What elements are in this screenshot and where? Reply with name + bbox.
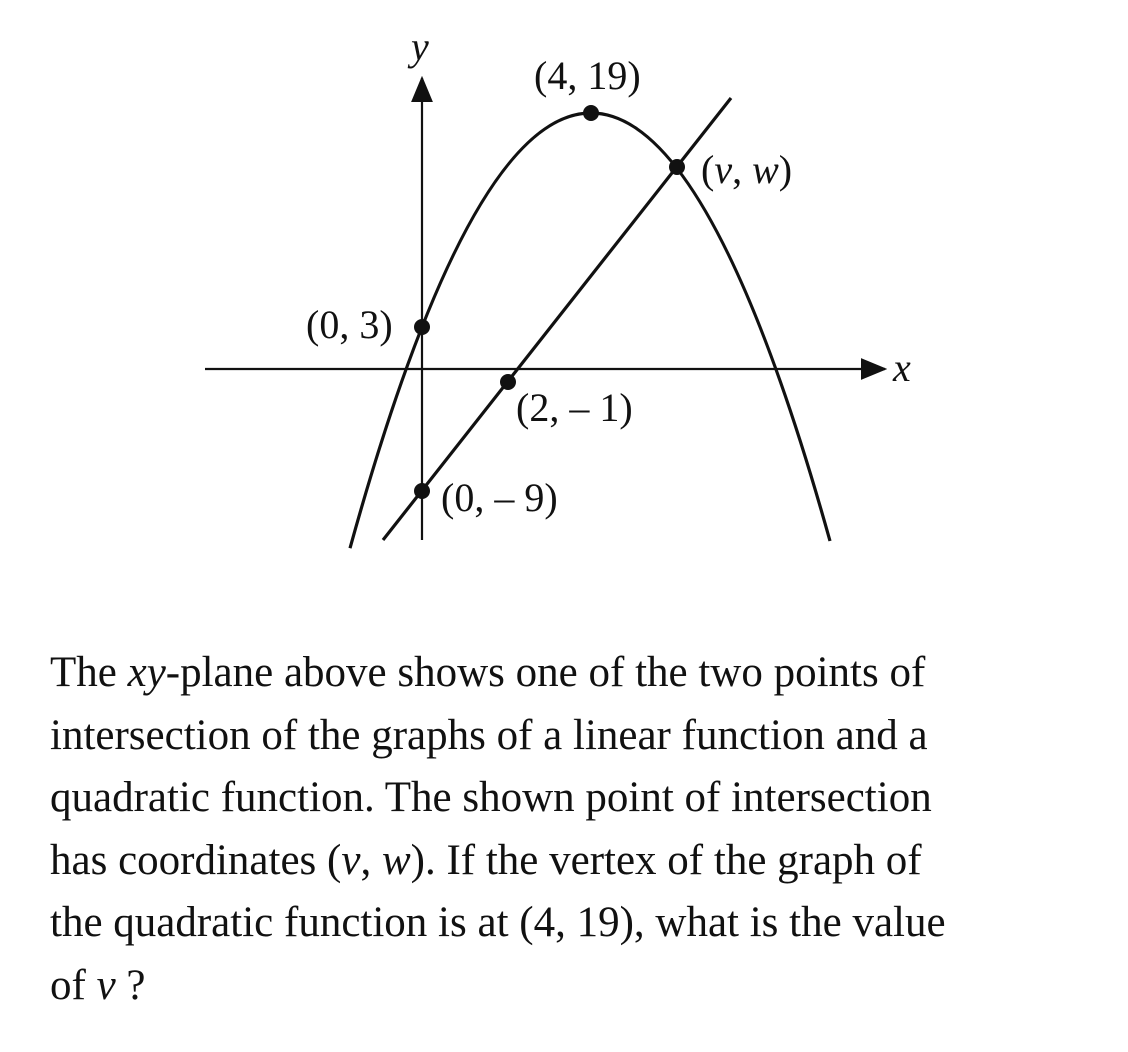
question-line-1: The xy-plane above shows one of the two points of xyxy=(50,649,926,696)
intersection-point xyxy=(669,159,685,175)
line-point-label: (2, – 1) xyxy=(516,385,633,430)
line-y-intercept-label: (0, – 9) xyxy=(441,475,558,520)
quadratic-y-intercept-point xyxy=(414,319,430,335)
intersection-label: (v, w) xyxy=(701,147,793,192)
x-axis-label: x xyxy=(893,345,911,390)
line-y-intercept-point xyxy=(414,483,430,499)
vertex-point xyxy=(583,105,599,121)
question-line-4: has coordinates (v, w). If the vertex of the graph of xyxy=(50,836,922,884)
line-point xyxy=(500,374,516,390)
y-axis-label: y xyxy=(411,24,429,69)
question-line-6: of v ? xyxy=(50,961,146,1009)
question-line-5: the quadratic function is at (4, 19), what is the value xyxy=(50,899,946,946)
quadratic-y-intercept-label: (0, 3) xyxy=(306,302,393,347)
question-line-3: quadratic function. The shown point of intersection xyxy=(50,774,932,821)
question-text xyxy=(50,642,1090,1017)
question-line-2: intersection of the graphs of a linear function and a xyxy=(50,711,928,759)
vertex-label: (4, 19) xyxy=(534,53,641,98)
